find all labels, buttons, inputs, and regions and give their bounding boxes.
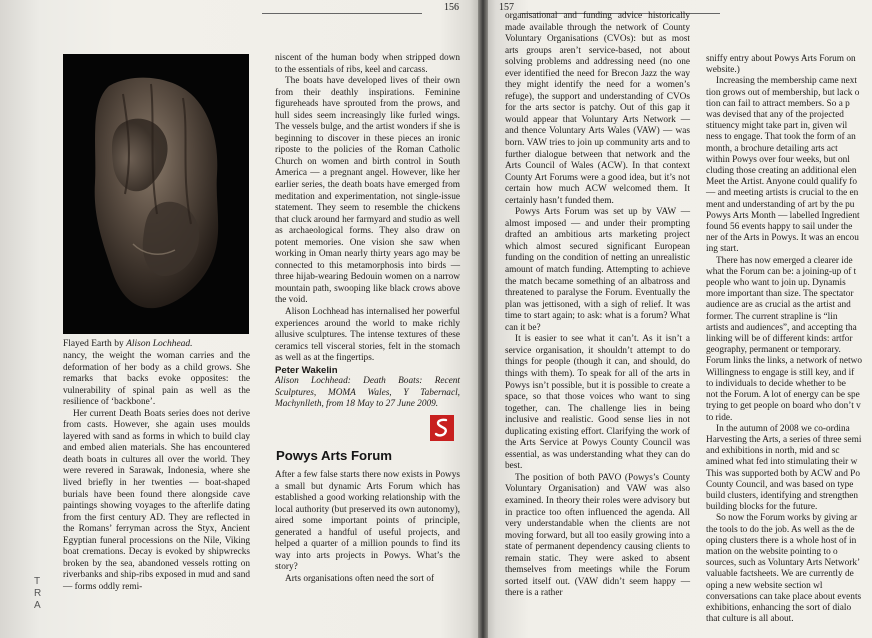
col4-line: what the Forum can be: a joining-up of t [706,266,857,277]
article-column-2 [275,53,460,411]
header-rule-left [262,13,422,14]
col4-line: cluding those creating an additional elen [706,166,857,177]
col4-line: oping clusters there is a whole host of in [706,535,857,546]
col4-line: linking will be of different kinds: artfor [706,334,853,345]
col4-line: sources, such as Voluntary Arts Network’ [706,558,861,569]
col4-line: month, a brochure detailing arts act [706,143,838,154]
col4-line: former. The current strapline is “lin [706,311,838,322]
col2-para-1: niscent of the human body when stripped down to the essentials of ribs, keel and carcass. [275,53,460,75]
forum-para-1: After a few false starts there now exists in Powys a small but dynamic Arts Forum which has established a good working relationship with the local authority (but preserved its own autonomy), aired some important points of principle, generated a handful of useful projects, and helped a quarter of a million pounds to find its way into arts projects in Powys. What’s the story? [275,470,460,573]
section-heading: Powys Arts Forum [276,448,393,463]
col1-para-2: Her current Death Boats series does not derive from casts. However, she again uses moulds layered with sand as forms in which to build clay and embed alien materials. She has encountered death boats in cultures all over the world. They were revered in Sarawak, Indonesia, where she lived briefly in her twenties — boat-shaped burials have been found there alongside cave paintings showing voyages to the afterlife dating from the first century AD. They are reflected in the Romans’ ferryman across the Styx, Ancient Egyptian funeral processions on the Nile, Viking boat cremations. Decay is evoked by shipwrecks broken by the sea, abandoned vessels rotting on riverbanks and ship-ribs exposed in mud and sand — forms oddly remi- [63,408,250,592]
col4-line: Powys Arts Month — labelled Ingredient [706,210,860,221]
col4-line: County Council, and was based on type [706,479,854,490]
col4-line: oping a new website section wl [706,580,823,591]
col4-line: more important than size. The spectator [706,289,854,300]
forum-para-2: Arts organisations often need the sort of [285,573,435,584]
col4-line: Meet the Artist. Anyone could qualify fo [706,177,858,188]
sidebar-letter-r: R [34,588,43,599]
col4-line: and exhibitions in north, mid and sc [706,446,840,457]
col4-line: people who want to join up. Dynamis [706,278,846,289]
caption-by: by [111,339,127,349]
col4-line: ner of the Arts in Powys. It was an encou [706,233,859,244]
col4-line: not the Forum. A lot of energy can be spe [706,390,860,401]
article-column-1 [63,351,250,593]
col4-line: amined what fed into stimulating their w [706,457,858,468]
col4-line: that culture is all about. [706,614,794,625]
col4-line: ness to engage. That took the form of an [706,132,856,143]
col4-line: tion can fail to attract members. So a p [706,98,850,109]
forum-column-2 [275,470,460,585]
col4-line: was devised that any of the projected [706,110,844,121]
col4-line: — and meeting artists is crucial to the en [706,188,859,199]
reviewer-name: Peter Wakelin [275,364,338,376]
col4-line: to individuals to decide whether to be [706,378,846,389]
page-number-right: 157 [499,2,514,13]
article-column-3 [505,11,690,600]
col1-para-1: nancy, the weight the woman carries and the deformation of her body as a child grows. She remarks that backs evoke opposites: the vulnerability of spinal pain as well as the resilience of ‘backbone’. [63,351,250,408]
photo-caption [63,339,193,349]
book-gutter [478,0,488,638]
col4-line: So now the Forum works by giving ar [716,513,858,524]
col3-para-4: The position of both PAVO (Powys’s County Voluntary Organisation) and VAW was also examined. In theory their roles were advisory but in practice too often influenced the agenda. All very understandable when the clients are not moving forward, but all too easily growing into a state of permanent dependency causing clients to remain static. They were asked to absent themselves from meetings while the Forum sorted itself out. (VAW didn’t seem happy — there is a rather [505,472,690,599]
col4-line: ment and understanding of art by the pu [706,199,855,210]
col4-line: tion grows out of membership, but lack o [706,87,860,98]
col4-line: to ride. [706,412,733,423]
col4-line: Willingness to engage is still key, and if [706,367,855,378]
col4-line: geography, permanent or temporary. [706,345,841,356]
col4-line: build clusters, identifying and strengthen [706,490,859,501]
col2-para-2: The boats have developed lives of their own from their deathly inspirations. Feminine figureheads have sprouted from the prows, and hull sides seem increasingly like furled wings. The vessels bulge, and the artist wonders if she is beginning to discover in these pieces an ironic riposte to the policies of the Roman Catholic Church on women and birth control in South America — a pregnant angel. However, like her earlier series, the death boats have emerged from meditation and experimentation, not single-issue statement. They seem to resemble the chickens that cluck around her farmyard and studio as well as archaeological forms. They also draw on potent memories. One vision she saw when working in Oman nearly thirty years ago may be connected to this metamorphosis into birds — three hijab-wearing Bedouin women on a narrow mountain path, swooping like black crows above the void. [275,76,460,306]
caption-title: Flayed Earth [63,339,112,349]
col3-para-2: Powys Arts Forum was set up by VAW — almost imposed — and under their prompting drafted an ambitious arts marketing project which almost secured significant European funding on the condition of netting an unrealistic amount of match funding. Attempting to achieve the match became something of an albatross and threatened to paralyse the Forum. Eventually the plan was jettisoned, with a sigh of relief. It was time to start again; to ask: what is a forum? What can it be? [505,207,690,333]
section-logo-icon [430,415,454,441]
col4-line: ing start. [706,244,739,255]
exhibition-credit: Alison Lochhead: Death Boats: Recent Sculptures, MOMA Wales, Y Tabernacl, Machynlleth, from 18 May to 27 June 2009. [275,376,460,410]
col2-para-3: Alison Lochhead has internalised her powerful experiences around the world to make richly allusive sculptures. The intense textures of these ceramics tell visceral stories, felt in the stomach as well as at the fingertips. [275,307,460,364]
col4-line: mation on the website pointing to o [706,546,838,557]
col4-line: trying to get people on board who don’t v [706,401,861,412]
col4-line: building blocks for the future. [706,502,818,513]
col4-line: stituency might take part in, given wil [706,121,848,132]
col3-para-1: organisational and funding advice historically made available through the network of County Voluntary Organisations (CVOs): but as most arts groups aren’t service-based, not about solving problems and addressing need (no one ever identified the need for Brecon Jazz the way they might identify the need for a women’s refuge), the support and understanding of CVOs for the arts sector is patchy. Out of this gap it would appear that Voluntary Arts Network — and thence Voluntary Arts Wales (VAW) — was born. VAW tries to join up community arts and to further dialogue between that network and the Arts Council of Wales (ACW). In that context County Art Forums were a good idea, but it’s not certain how much ACW welcomed them. It certainly hasn’t funded them. [505,11,690,206]
col4-line: audience are as crucial as the artist and [706,300,851,311]
col4-line: found 56 events happy to sail under the [706,222,853,233]
col4-line: artists and audiences”, and accepting tha [706,322,857,333]
col3-para-3: It is easier to see what it can’t. As it isn’t a service organisation, it shouldn’t attempt to do things for people (though it can, and should, do things with them). To speak for all of the arts in Powys isn’t possible, but it is possible to create a space, so that those voices who want to sing together, can. The challenge lies in being inclusive and realistic. Good sense lies in not duplicating existing effort. Clarifying the work of the Arts Service at Powys County Council was essential, as was understanding what they can do best. [505,334,690,472]
caption-artist: Alison Lochhead. [126,339,193,349]
sidebar-letter-t: T [34,576,42,587]
page-number-left: 156 [444,2,459,13]
col4-line: In the autumn of 2008 we co-ordina [716,423,850,434]
col4-line: Forum links the links, a network of netwo [706,356,862,367]
col4-line: exhibitions, enhancing the sort of dialo [706,602,852,613]
col4-line: valuable factsheets. We are currently de [706,569,854,580]
col4-line: website.) [706,65,740,76]
col4-line: There has now emerged a clearer ide [716,255,853,266]
col4-line: sniffy entry about Powys Arts Forum on [706,54,856,64]
sidebar-letter-a: A [34,600,42,611]
col4-line: within Powys over four weeks, but onl [706,154,850,165]
col4-line: conversations can take place about events [706,591,862,602]
col4-line: Harvesting the Arts, a series of three semi [706,434,862,445]
col4-line: This was supported both by ACW and Po [706,468,860,479]
article-column-4 [706,54,872,625]
col4-line: the tools to do the job. As well as the de [706,524,855,535]
col4-line: Increasing the membership came next [716,76,857,87]
sculpture-photo [63,54,249,334]
